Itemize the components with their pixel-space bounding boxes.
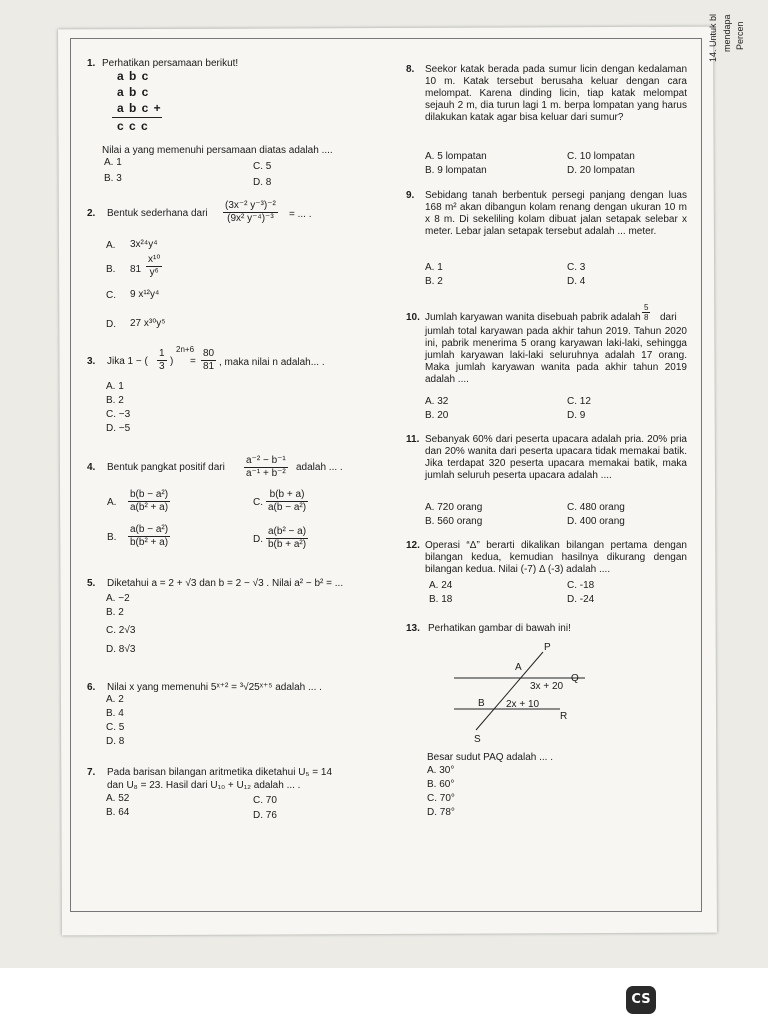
- question-text: Diketahui a = 2 + √3 dan b = 2 − √3 . Nilai a² − b² = ...: [107, 578, 344, 589]
- option-d: D. 8: [253, 177, 272, 188]
- option-a: A. 30°: [427, 765, 455, 776]
- lead-tail: dari: [660, 312, 677, 323]
- denominator: b(b² + a): [130, 537, 169, 548]
- option-d-fraction: [266, 526, 308, 551]
- option-c: C. 5: [253, 161, 272, 172]
- option-d: D. 8: [106, 736, 125, 747]
- question-number: 2.: [87, 208, 96, 219]
- question-text: Operasi “Δ” berarti dikalikan bilangan pertama dengan bilangan kedua, kemudian hasilnya dikurang dengan bilangan kedua. Nilai (-7) Δ (-3) adalah ....: [425, 540, 687, 575]
- option-d: D. 8√3: [106, 644, 136, 655]
- label-q: Q: [571, 673, 579, 684]
- option-c: C. −3: [106, 409, 131, 420]
- side-text-3: Percen: [735, 21, 745, 50]
- numerator: a(b² − a): [268, 526, 307, 537]
- option-d: D. 4: [567, 276, 586, 287]
- option-b: B. 3: [104, 173, 122, 184]
- option-d: D. 20 lompatan: [567, 165, 635, 176]
- question-lead: Jumlah karyawan wanita disebuah pabrik adalah: [425, 312, 641, 323]
- numerator: x¹⁰: [148, 254, 161, 265]
- option-b-fraction: [146, 254, 162, 279]
- option-d: D. -24: [567, 594, 595, 605]
- angle-label-1: 3x + 20: [530, 681, 564, 692]
- question-number: 7.: [87, 767, 96, 778]
- option-c-label: C.: [253, 497, 263, 508]
- question-number: 11.: [406, 434, 420, 445]
- option-d: D. 9: [567, 410, 586, 421]
- option-b: B. 4: [106, 708, 124, 719]
- option-c: C. 10 lompatan: [567, 151, 635, 162]
- denominator: a⁻¹ + b⁻²: [246, 468, 286, 479]
- question-prompt: Nilai a yang memenuhi persamaan diatas adalah ....: [102, 145, 333, 156]
- option-c: C. 480 orang: [567, 502, 625, 513]
- question-number: 8.: [406, 64, 415, 75]
- denominator: y⁶: [149, 267, 159, 278]
- option-a: A. 2: [106, 694, 124, 705]
- numerator: b(b + a): [266, 489, 308, 502]
- question-tail: , maka nilai n adalah... .: [219, 357, 325, 368]
- side-text-2: mendapa: [722, 14, 732, 52]
- option-c: C. 70°: [427, 793, 455, 804]
- option-a: A. 52: [106, 793, 130, 804]
- option-a: A. 5 lompatan: [425, 151, 487, 162]
- option-d-label: D.: [253, 534, 263, 545]
- option-b-label: B.: [107, 532, 117, 543]
- question-number: 3.: [87, 356, 96, 367]
- numerator: a(b − a²): [130, 524, 169, 535]
- option-c: C. 5: [106, 722, 125, 733]
- question-number: 10.: [406, 312, 420, 323]
- sum-line: [112, 117, 162, 118]
- option-d: D. 400 orang: [567, 516, 625, 527]
- option-d: D. −5: [106, 423, 131, 434]
- option-b: B. 2: [425, 276, 443, 287]
- equation-row-2: a b c: [117, 85, 150, 99]
- label-r: R: [560, 711, 568, 722]
- question-text: Perhatikan gambar di bawah ini!: [428, 623, 571, 634]
- option-a-label: A.: [106, 240, 116, 251]
- option-b: B. 60°: [427, 779, 455, 790]
- denominator: b(b + a²): [268, 539, 307, 550]
- question-text: Bentuk pangkat positif dari: [107, 462, 225, 473]
- option-b-fraction: [128, 524, 170, 549]
- denominator: (9x² y⁻⁴)⁻³: [227, 213, 274, 224]
- question-tail: adalah ... .: [296, 462, 343, 473]
- question-line-1: Pada barisan bilangan aritmetika diketahui U₅ = 14: [107, 767, 332, 778]
- question-line-2: dan U₈ = 23. Hasil dari U₁₀ + U₁₂ adalah ... .: [107, 780, 301, 791]
- option-c: C. 70: [253, 795, 277, 806]
- paren-close: ): [170, 356, 174, 367]
- question-number: 4.: [87, 462, 96, 473]
- option-a: A. 1: [425, 262, 443, 273]
- option-a: A. 24: [429, 580, 453, 591]
- option-b: B. 2: [106, 607, 124, 618]
- option-d-label: D.: [106, 319, 116, 330]
- equals: =: [190, 356, 196, 367]
- question-prompt: Besar sudut PAQ adalah ... .: [427, 752, 553, 763]
- option-b-coef: 81: [130, 264, 142, 275]
- option-c-label: C.: [106, 290, 116, 301]
- numerator: 80: [203, 348, 215, 359]
- option-c: C. -18: [567, 580, 595, 591]
- question-number: 12.: [406, 540, 420, 551]
- option-c: 9 x¹²y⁴: [130, 289, 160, 300]
- option-c: C. 12: [567, 396, 591, 407]
- numerator: b(b − a²): [130, 489, 169, 500]
- denominator: 81: [203, 361, 215, 372]
- side-text-1: 14. Untuk bl: [708, 13, 718, 62]
- option-a: A. 1: [106, 381, 124, 392]
- question-text: Bentuk sederhana dari: [107, 208, 208, 219]
- denominator: a(b − a²): [268, 502, 307, 513]
- option-c-fraction: [266, 489, 308, 514]
- denominator: 3: [159, 361, 165, 372]
- camscanner-logo: CS: [626, 986, 656, 1014]
- expression-fraction: [244, 455, 288, 480]
- option-b: B. 18: [429, 594, 453, 605]
- option-b: B. 2: [106, 395, 124, 406]
- question-pre: Jika 1 − (: [107, 356, 148, 367]
- equals-tail: = ... .: [289, 209, 312, 220]
- option-a: A. 1: [104, 157, 122, 168]
- numerator: a⁻² − b⁻¹: [246, 455, 286, 466]
- label-p: P: [544, 642, 551, 653]
- exponent: 2n+6: [176, 345, 195, 354]
- question-number: 6.: [87, 682, 96, 693]
- equation-result: c c c: [117, 119, 149, 133]
- option-d: 27 x³⁰y⁵: [130, 318, 166, 329]
- label-s: S: [474, 734, 481, 745]
- option-b: B. 20: [425, 410, 449, 421]
- parallel-lines-figure: [440, 638, 590, 748]
- option-a: A. −2: [106, 593, 130, 604]
- question-text: Sebanyak 60% dari peserta upacara adalah pria. 20% pria dan 20% wanita dari peserta upacara tidak memakai batik. Jika terdapat 320 peserta upacara memakai batik, maka jumlah seluruh peserta upacara adalah ....: [425, 434, 687, 481]
- option-a: 3x²⁴y⁴: [130, 239, 158, 250]
- option-c: C. 2√3: [106, 625, 136, 636]
- option-b: B. 9 lompatan: [425, 165, 487, 176]
- rhs-fraction: [201, 348, 216, 373]
- label-a: A: [515, 662, 522, 673]
- question-text: Sebidang tanah berbentuk persegi panjang dengan luas 168 m² akan dibangun kolam renang dengan ukuran 10 m x 8 m. Di sekeliling kolam dibuat jalan setapak selebar x meter. Lebar jalan setapak tersebut adalah ... meter.: [425, 190, 687, 237]
- denominator: 8: [644, 313, 649, 322]
- numerator: (3x⁻² y⁻³)⁻²: [225, 200, 276, 211]
- option-d: D. 76: [253, 810, 277, 821]
- equation-row-3: a b c +: [117, 101, 162, 115]
- angle-label-2: 2x + 10: [506, 699, 540, 710]
- option-b: B. 560 orang: [425, 516, 483, 527]
- numerator: 1: [159, 348, 165, 359]
- question-text: jumlah total karyawan pada akhir tahun 2019. Tahun 2020 ini, pabrik menerima 5 orang karyawan laki-laki, sehingga jumlah karyawan laki-laki seluruhnya adalah 17 orang. Maka jumlah karyawan wanita pada akhir tahun 2019 adalah ....: [425, 326, 687, 385]
- question-number: 13.: [406, 623, 420, 634]
- question-text: Seekor katak berada pada sumur licin dengan kedalaman 10 m. Katak tersebut berusaha keluar dengan cara melompat. Karena dinding licin, tiap katak melompat sejauh 2 m, dia turun lagi 1 m. berpa lompatan yang harus dilakukan katak agar bisa keluar dari sumur?: [425, 64, 687, 123]
- option-b: B. 64: [106, 807, 130, 818]
- question-text: Perhatikan persamaan berikut!: [102, 58, 239, 69]
- question-number: 9.: [406, 190, 415, 201]
- question-text: Nilai x yang memenuhi 5ˣ⁺² = ³√25ˣ⁺⁵ adalah ... .: [107, 682, 322, 693]
- option-a-label: A.: [107, 497, 117, 508]
- label-b: B: [478, 698, 485, 709]
- option-c: C. 3: [567, 262, 586, 273]
- option-b-label: B.: [106, 264, 116, 275]
- next-page-edge: [698, 0, 768, 120]
- expression-fraction: [223, 200, 278, 225]
- option-d: D. 78°: [427, 807, 455, 818]
- option-a: A. 720 orang: [425, 502, 483, 513]
- question-number: 1.: [87, 58, 96, 69]
- equation-row-1: a b c: [117, 69, 150, 83]
- numerator: 5: [644, 303, 649, 312]
- lead-fraction: [642, 303, 650, 322]
- option-a-fraction: [128, 489, 170, 514]
- denominator: a(b² + a): [130, 502, 169, 513]
- base-fraction: [157, 348, 167, 373]
- question-number: 5.: [87, 578, 96, 589]
- option-a: A. 32: [425, 396, 449, 407]
